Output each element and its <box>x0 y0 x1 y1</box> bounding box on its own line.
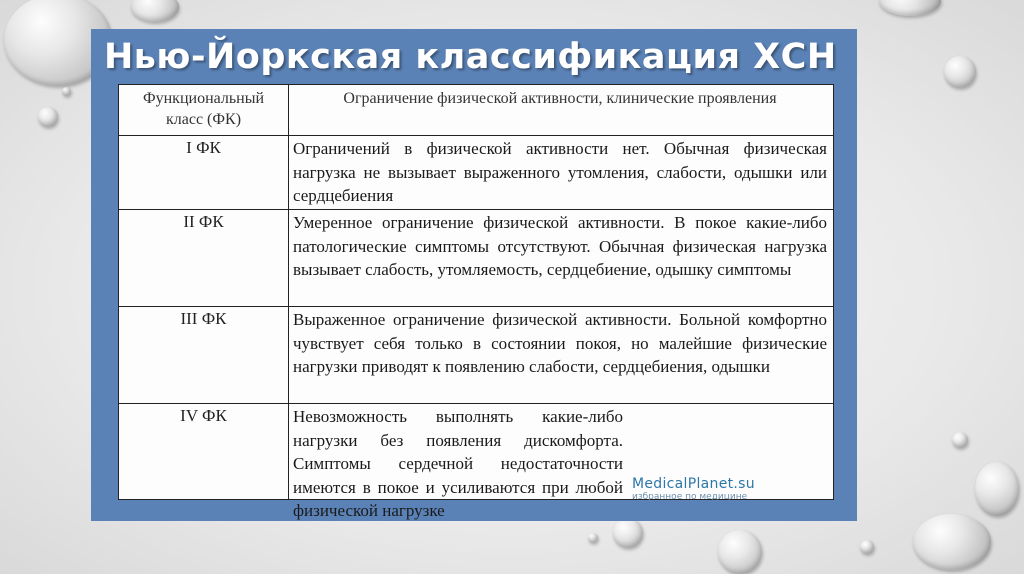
classification-table <box>118 84 834 520</box>
row-class-label: III ФК <box>119 307 289 403</box>
header-description: Ограничение физической активности, клинические проявления <box>343 90 777 107</box>
table-row <box>119 306 833 403</box>
row-class-label: IV ФК <box>119 404 289 499</box>
water-drop-decoration <box>879 0 941 16</box>
header-class: Функциональный класс (ФК) <box>119 85 289 135</box>
watermark-logo-text: MedicalPlanet.su <box>632 476 755 492</box>
row-class-label: I ФК <box>119 136 289 209</box>
row-description: Выраженное ограничение физической активности. Больной комфортно чувствует себя только в состоянии покоя, но малейшие физические нагрузки приводят к появлению слабости, сердцебиения, одышки <box>293 310 827 376</box>
water-drop-decoration <box>913 514 991 570</box>
water-drop-decoration <box>131 0 179 22</box>
water-drop-decoration <box>62 87 71 96</box>
row-class-label: II ФК <box>119 210 289 306</box>
row-description: Умеренное ограничение физической активности. В покое какие-либо патологические симптомы отсутствуют. Обычная физическая нагрузка вызывает слабость, утомляемость, сердцебиение, одышку симптомы <box>293 213 827 279</box>
table-header-row <box>119 85 833 135</box>
water-drop-decoration <box>718 530 762 574</box>
row-description: Ограничений в физической активности нет. Обычная физическая нагрузка не вызывает выраженного утомления, слабости, одышки или сердцебиения <box>293 139 827 205</box>
water-drop-decoration <box>952 432 968 448</box>
watermark-tagline: избранное по медицине <box>632 492 748 502</box>
table-row <box>119 209 833 306</box>
table-row <box>119 135 833 209</box>
water-drop-decoration <box>975 462 1019 516</box>
water-drop-decoration <box>588 533 598 543</box>
row-description: Невозможность выполнять какие-либо нагрузки без появления дискомфорта. Симптомы сердечной недостаточности имеются в покое и усиливаются при любой физической нагрузке <box>293 407 623 520</box>
water-drop-decoration <box>38 107 58 127</box>
water-drop-decoration <box>613 518 643 548</box>
slide-title: Нью-Йоркская классификация ХСН <box>104 37 837 77</box>
water-drop-decoration <box>860 540 874 554</box>
water-drop-decoration <box>944 56 976 88</box>
